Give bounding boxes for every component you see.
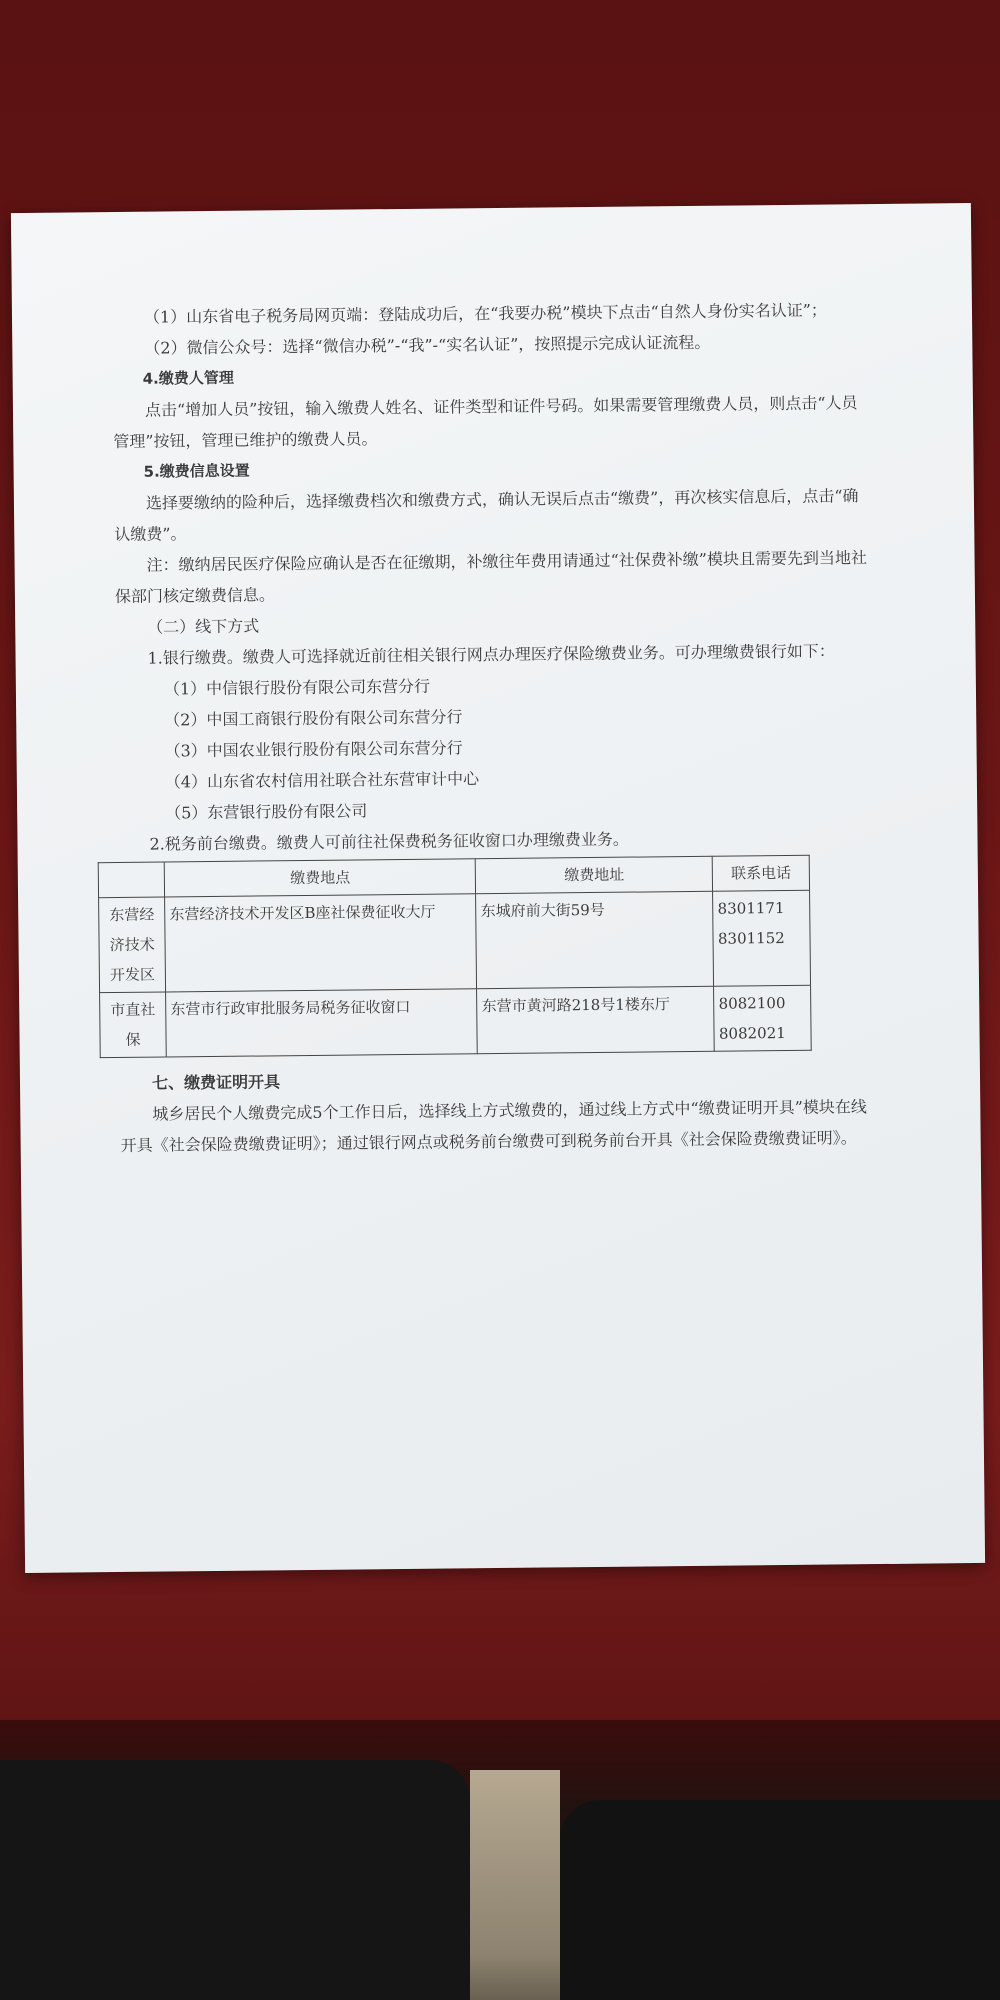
table-cell-phone	[714, 985, 811, 1051]
bank-item: （4）山东省农村信用社联合社东营审计中心	[164, 769, 480, 792]
phone-number: 8082021	[718, 1023, 786, 1043]
paragraph-bank-payment: 1.银行缴费。缴费人可选择就近前往相关银行网点办理医疗保险缴费业务。可办理缴费银行如下：	[147, 641, 835, 668]
paragraph-certificate: 城乡居民个人缴费完成5个工作日后，选择线上方式缴费的，通过线上方式中“缴费证明开具”模块在线开具《社会保险费缴费证明》；通过银行网点或税务前台缴费可到税务前台开具《社会保险费缴费证明》。	[120, 1097, 867, 1155]
heading-payer-management: 4.缴费人管理	[142, 368, 234, 388]
phone-number: 8082100	[718, 993, 786, 1013]
bank-item: （2）中国工商银行股份有限公司东营分行	[164, 707, 463, 730]
table-row	[100, 985, 812, 1057]
table-row	[99, 890, 811, 992]
table-cell-area: 东营经济技术开发区	[99, 897, 166, 993]
document-content	[109, 294, 881, 1161]
paragraph-tax-counter: 2.税务前台缴费。缴费人可前往社保费税务征收窗口办理缴费业务。	[149, 829, 629, 854]
floor-light-patch	[470, 1770, 560, 2000]
table-header-cell: 缴费地点	[164, 859, 476, 897]
table-cell-address: 东城府前大街59号	[476, 891, 714, 988]
payment-locations-table	[98, 855, 812, 1058]
chair-right	[560, 1800, 1000, 2000]
paragraph-payment-settings: 选择要缴纳的险种后，选择缴费档次和缴费方式，确认无误后点击“缴费”，再次核实信息后，点击“确认缴费”。	[114, 486, 859, 544]
bank-item: （3）中国农业银行股份有限公司东营分行	[164, 738, 463, 761]
table-cell-area: 市直社保	[100, 992, 167, 1058]
heading-payment-settings: 5.缴费信息设置	[143, 461, 250, 481]
phone-number: 8301152	[717, 929, 785, 948]
paragraph-note: 注：缴纳居民医疗保险应确认是否在征缴期，补缴往年费用请通过“社保费补缴”模块且需要先到当地社保部门核定缴费信息。	[114, 548, 868, 606]
document-paper	[11, 203, 985, 1573]
paragraph-web-auth: （1）山东省电子税务局网页端：登陆成功后，在“我要办税”模块下点击“自然人身份实名认证”；	[143, 300, 827, 327]
table-header-cell: 缴费地址	[476, 856, 713, 893]
table-header-cell: 联系电话	[713, 855, 810, 891]
table-cell-place: 东营经济技术开发区B座社保费征收大厅	[165, 894, 477, 992]
heading-certificate: 七、缴费证明开具	[151, 1072, 281, 1093]
phone-number: 8301171	[717, 899, 785, 918]
paragraph-wechat-auth: （2）微信公众号：选择“微信办税”-“我”-“实名认证”，按照提示完成认证流程。	[144, 332, 711, 358]
paragraph-payer-management: 点击“增加人员”按钮，输入缴费人姓名、证件类型和证件号码。如果需要管理缴费人员，则点击“人员管理”按钮，管理已维护的缴费人员。	[113, 393, 858, 452]
heading-offline: （二）线下方式	[147, 616, 260, 637]
chair-left	[0, 1760, 470, 2000]
table-cell-phone	[713, 890, 811, 986]
bank-item: （5）东营银行股份有限公司	[165, 801, 368, 823]
table-cell-address: 东营市黄河路218号1楼东厅	[477, 986, 715, 1053]
table-cell-place: 东营市行政审批服务局税务征收窗口	[166, 989, 478, 1057]
table-header-cell	[98, 862, 165, 898]
bank-item: （1）中信银行股份有限公司东营分行	[163, 676, 431, 699]
